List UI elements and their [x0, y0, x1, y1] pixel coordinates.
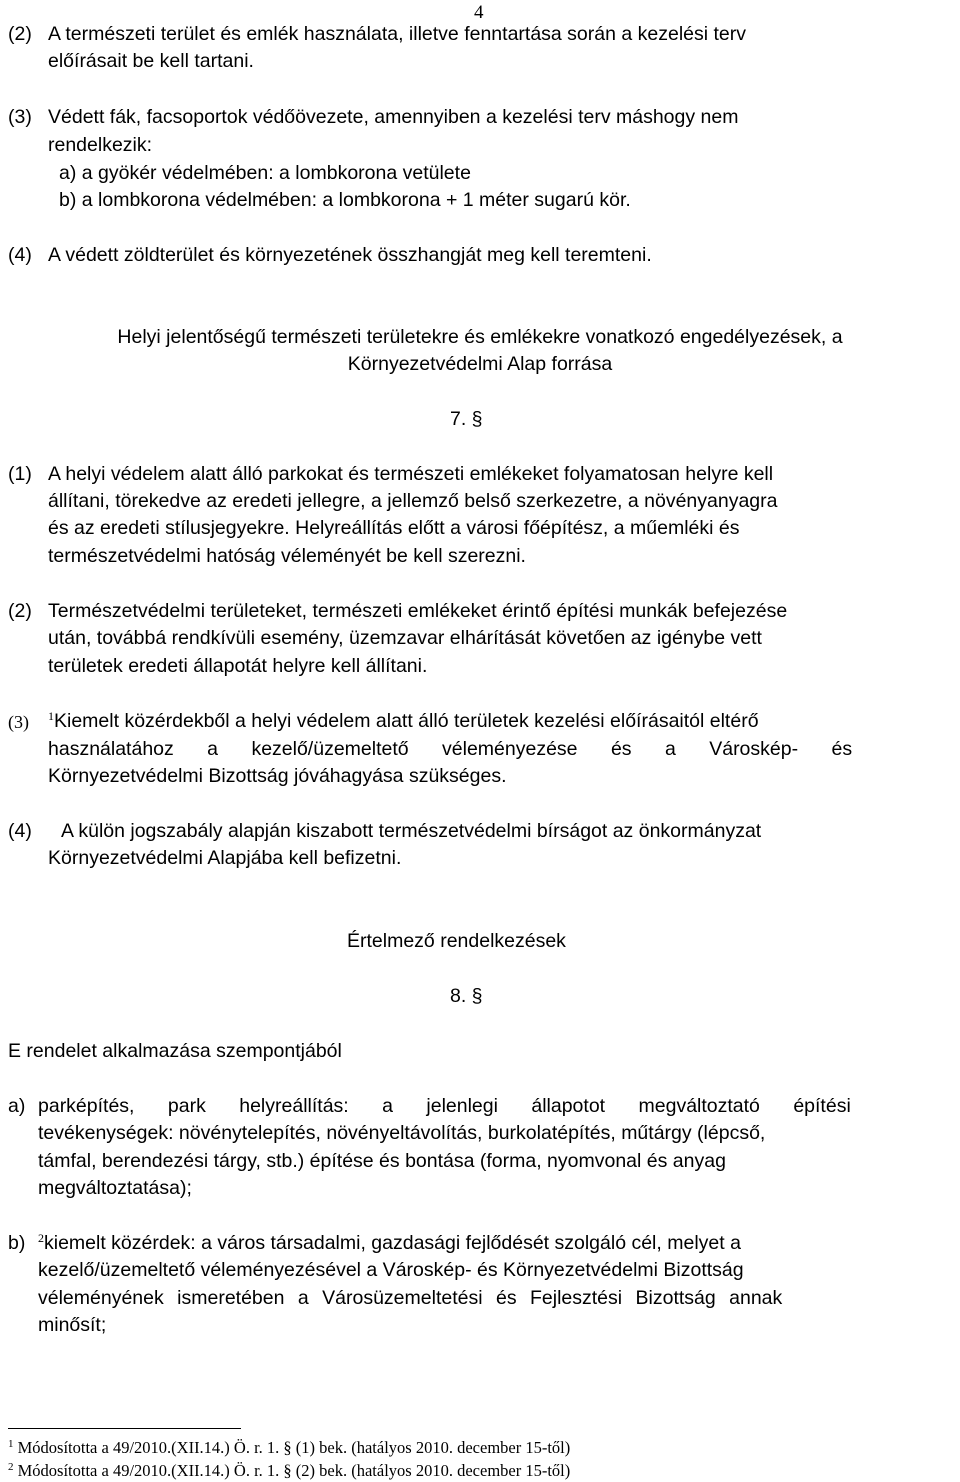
paragraph-line: A természeti terület és emlék használata, illetve fenntartása során a kezelési terv	[48, 23, 747, 45]
paragraph-line: A védett zöldterület és környezetének összhangját meg kell teremteni.	[48, 244, 652, 266]
paragraph-line: után, továbbá rendkívüli esemény, üzemzavar elhárítását követően az igénybe vett	[48, 627, 762, 649]
definition-line: véleményének ismeretében a Városüzemeltetési és Fejlesztési Bizottság annak	[38, 1287, 783, 1309]
footnote-ref: 1	[48, 709, 54, 723]
paragraph-number: (3)	[8, 712, 29, 732]
footnote-ref: 2	[38, 1231, 44, 1245]
paragraph-line: Környezetvédelmi Alapjába kell befizetni.	[48, 847, 402, 869]
definition-line: tevékenységek: növénytelepítés, növényeltávolítás, burkolatépítés, műtárgy (lépcső,	[38, 1122, 766, 1144]
paragraph-line: természetvédelmi hatóság véleményét be kell szerezni.	[48, 545, 526, 567]
list-item: a) a gyökér védelmében: a lombkorona vetülete	[59, 162, 471, 184]
paragraph-number: (4)	[8, 820, 32, 842]
paragraph-line: előírásait be kell tartani.	[48, 50, 254, 72]
section-heading: Értelmező rendelkezések	[347, 930, 566, 952]
footnote: $^2$ Módosította a 49/2010.(XII.14.) Ö. r. 1. § (2) bek. (hatályos 2010. december 15-től)	[8, 1461, 571, 1480]
intro-text: E rendelet alkalmazása szempontjából	[8, 1040, 342, 1062]
definition-line: támfal, berendezési tárgy, stb.) építése és bontása (forma, nyomvonal és anyag	[38, 1150, 726, 1172]
definition-line: minősít;	[38, 1314, 107, 1336]
paragraph-line: $^1$Kiemelt közérdekből a helyi védelem alatt álló területek kezelési előírásaitól eltérő	[48, 709, 759, 732]
definition-line: $^2$kiemelt közérdek: a város társadalmi, gazdasági fejlődését szolgáló cél, melyet a	[38, 1231, 741, 1254]
section-heading: Helyi jelentőségű természeti területekre és emlékekre vonatkozó engedélyezések, a	[117, 326, 843, 348]
page-number: 4	[474, 2, 484, 23]
paragraph-line: és az eredeti stílusjegyekre. Helyreállítás előtt a városi főépítész, a műemléki és	[48, 517, 740, 539]
paragraph-line: A helyi védelem alatt álló parkokat és természeti emlékeket folyamatosan helyre kell	[48, 463, 774, 485]
paragraph-number: (1)	[8, 463, 32, 485]
list-item: b) a lombkorona védelmében: a lombkorona + 1 méter sugarú kör.	[59, 189, 631, 211]
paragraph-line: állítani, törekedve az eredeti jellegre, a jellemző belső szerkezetre, a növényanyagra	[48, 490, 778, 512]
definition-label: b)	[8, 1232, 26, 1254]
section-number: 8. §	[450, 985, 483, 1007]
paragraph-number: (2)	[8, 23, 32, 45]
paragraph-number: (4)	[8, 244, 32, 266]
paragraph-line: használatához a kezelő/üzemeltető véleményezése és a Városkép- és	[48, 738, 853, 760]
definition-line: parképítés, park helyreállítás: a jelenlegi állapotot megváltoztató építési	[38, 1095, 851, 1117]
paragraph-line: Természetvédelmi területeket, természeti emlékeket érintő építési munkák befejezése	[48, 600, 788, 622]
paragraph-line: A külön jogszabály alapján kiszabott természetvédelmi bírságot az önkormányzat	[61, 820, 762, 842]
definition-line: megváltoztatása);	[38, 1177, 192, 1199]
paragraph-line: Védett fák, facsoportok védőövezete, amennyiben a kezelési terv máshogy nem	[48, 106, 739, 128]
definition-label: a)	[8, 1095, 26, 1117]
footnote: $^1$ Módosította a 49/2010.(XII.14.) Ö. r. 1. § (1) bek. (hatályos 2010. december 15-től)	[8, 1438, 571, 1457]
paragraph-line: Környezetvédelmi Bizottság jóváhagyása szükséges.	[48, 765, 507, 787]
paragraph-line: rendelkezik:	[48, 134, 153, 156]
paragraph-number: (3)	[8, 106, 32, 128]
footnote-separator	[8, 1428, 241, 1429]
paragraph-line: területek eredeti állapotát helyre kell állítani.	[48, 655, 428, 677]
section-heading: Környezetvédelmi Alap forrása	[347, 353, 613, 375]
section-number: 7. §	[450, 408, 483, 430]
definition-line: kezelő/üzemeltető véleményezésével a Városkép- és Környezetvédelmi Bizottság	[38, 1259, 744, 1281]
paragraph-number: (2)	[8, 600, 32, 622]
